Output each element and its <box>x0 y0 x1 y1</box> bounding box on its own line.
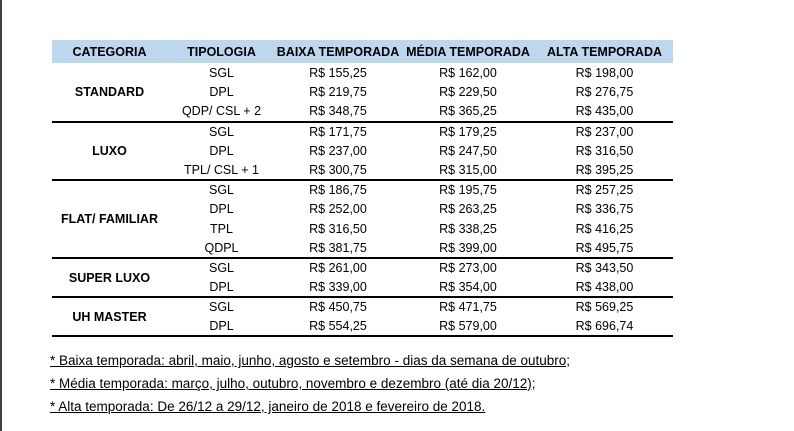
price-cell-alta: R$ 198,00 <box>575 65 634 80</box>
category-cell-uh-master: UH MASTER <box>52 297 167 336</box>
tipologia-cell: TPL <box>210 221 233 236</box>
price-cell-baixa: R$ 554,25 <box>276 317 400 337</box>
tipologia-cell: SGL <box>208 124 234 139</box>
header-cell-tipologia: TIPOLOGIA <box>167 40 276 63</box>
header-cell-m-dia-temporada: MÉDIA TEMPORADA <box>400 40 536 63</box>
tipologia-cell: SGL <box>208 183 234 198</box>
table-row <box>52 297 673 317</box>
footnote: * Alta temporada: De 26/12 a 29/12, janeiro de 2018 e fevereiro de 2018. <box>50 399 486 414</box>
price-cell-baixa: R$ 450,75 <box>309 300 367 315</box>
price-cell-media: R$ 471,75 <box>439 300 497 315</box>
price-cell-alta: R$ 569,25 <box>575 300 634 315</box>
price-cell-alta: R$ 395,25 <box>536 161 673 181</box>
category-cell-standard: STANDARD <box>52 63 167 122</box>
price-cell-baixa: R$ 261,00 <box>309 261 367 276</box>
price-cell-baixa: R$ 381,75 <box>276 239 400 259</box>
header-cell-categoria: CATEGORIA <box>52 40 167 63</box>
price-cell-alta: R$ 276,75 <box>575 85 634 100</box>
price-cell-media: R$ 273,00 <box>439 261 497 276</box>
header-cell-alta-temporada: ALTA TEMPORADA <box>536 40 673 63</box>
price-cell-baixa: R$ 186,75 <box>309 183 367 198</box>
tipologia-cell: QDPL <box>167 239 276 259</box>
price-cell-baixa: R$ 155,25 <box>309 65 367 80</box>
price-cell-baixa: R$ 171,75 <box>309 124 367 139</box>
tipologia-cell: DPL <box>209 202 234 217</box>
price-cell-alta: R$ 416,25 <box>575 221 634 236</box>
category-cell-luxo: LUXO <box>52 122 167 181</box>
header-row <box>52 40 673 63</box>
tipologia-cell: SGL <box>208 300 234 315</box>
price-cell-alta: R$ 237,00 <box>575 124 634 139</box>
price-cell-baixa: R$ 348,75 <box>276 102 400 122</box>
price-cell-media: R$ 229,50 <box>439 85 497 100</box>
table-row <box>52 63 673 83</box>
tipologia-cell: DPL <box>167 278 276 298</box>
price-table-header <box>52 40 673 63</box>
tipologia-cell: DPL <box>209 143 234 158</box>
price-cell-media: R$ 399,00 <box>400 239 536 259</box>
footnotes <box>50 349 570 418</box>
price-cell-media: R$ 263,25 <box>439 202 497 217</box>
price-cell-alta: R$ 438,00 <box>536 278 673 298</box>
price-cell-alta: R$ 316,50 <box>575 143 634 158</box>
price-cell-baixa: R$ 237,00 <box>309 143 367 158</box>
price-cell-media: R$ 247,50 <box>439 143 497 158</box>
price-cell-media: R$ 162,00 <box>439 65 497 80</box>
price-cell-baixa: R$ 300,75 <box>276 161 400 181</box>
header-cell-baixa-temporada: BAIXA TEMPORADA <box>276 40 400 63</box>
price-table <box>52 40 673 337</box>
price-cell-media: R$ 338,25 <box>439 221 497 236</box>
price-cell-media: R$ 195,75 <box>439 183 497 198</box>
price-cell-alta: R$ 257,25 <box>575 183 634 198</box>
footnote: * Média temporada: março, julho, outubro, novembro e dezembro (até dia 20/12); <box>50 376 536 391</box>
price-cell-alta: R$ 336,75 <box>575 202 634 217</box>
category-cell-flat-familiar: FLAT/ FAMILIAR <box>52 180 167 258</box>
table-row <box>52 258 673 278</box>
tipologia-cell: DPL <box>167 317 276 337</box>
price-cell-media: R$ 354,00 <box>400 278 536 298</box>
price-cell-media: R$ 579,00 <box>400 317 536 337</box>
price-cell-baixa: R$ 252,00 <box>309 202 367 217</box>
tipologia-cell: QDP/ CSL + 2 <box>167 102 276 122</box>
price-cell-media: R$ 315,00 <box>400 161 536 181</box>
tipologia-cell: TPL/ CSL + 1 <box>167 161 276 181</box>
tipologia-cell: SGL <box>208 261 234 276</box>
price-cell-baixa: R$ 339,00 <box>276 278 400 298</box>
tipologia-cell: DPL <box>209 85 234 100</box>
category-cell-super-luxo: SUPER LUXO <box>52 258 167 297</box>
table-row <box>52 180 673 200</box>
price-cell-alta: R$ 696,74 <box>536 317 673 337</box>
tipologia-cell: SGL <box>208 65 234 80</box>
price-cell-media: R$ 179,25 <box>439 124 497 139</box>
price-cell-baixa: R$ 316,50 <box>309 221 367 236</box>
price-cell-baixa: R$ 219,75 <box>309 85 367 100</box>
price-cell-alta: R$ 343,50 <box>575 261 634 276</box>
table-row <box>52 122 673 142</box>
price-cell-alta: R$ 435,00 <box>536 102 673 122</box>
footnote: * Baixa temporada: abril, maio, junho, agosto e setembro - dias da semana de outubro; <box>50 353 571 368</box>
price-cell-media: R$ 365,25 <box>400 102 536 122</box>
page-edge-line <box>0 0 2 431</box>
price-cell-alta: R$ 495,75 <box>536 239 673 259</box>
